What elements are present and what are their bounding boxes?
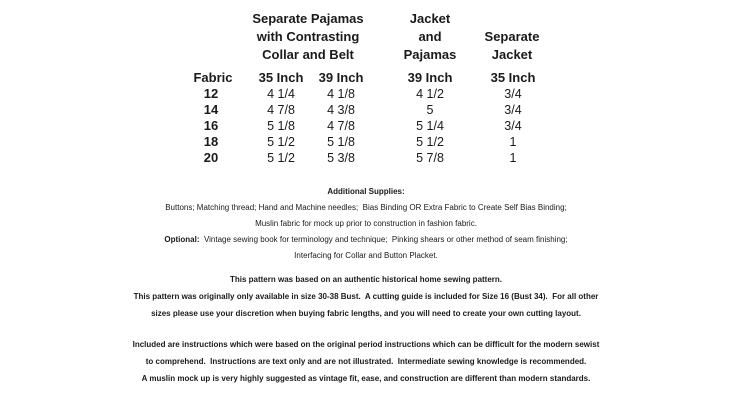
header-jacket-and-pajamas: Jacket and Pajamas — [403, 11, 457, 62]
table-cell: 4 1/4 — [267, 87, 295, 101]
col-header-2: 39 Inch — [318, 70, 364, 85]
size-label: 14 — [203, 102, 219, 117]
table-cell: 5 3/8 — [327, 151, 355, 165]
size-label: 12 — [203, 86, 219, 101]
note-line: This pattern was originally only available in size 30-38 Bust. A cutting guide is included for Size 16 (Bust 34). For all other — [133, 292, 599, 301]
size-label: 16 — [203, 118, 219, 133]
header-separate-jacket: Separate Jacket — [484, 29, 540, 62]
table-cell: 4 1/2 — [416, 87, 444, 101]
supplies-line: Interfacing for Collar and Button Placket. — [294, 251, 438, 260]
table-cell: 5 7/8 — [416, 151, 444, 165]
col-header-4: 35 Inch — [490, 70, 536, 85]
table-cell: 3/4 — [504, 87, 522, 101]
supplies-section — [0, 184, 732, 264]
optional-label: Optional: — [164, 235, 200, 244]
col-header-3: 39 Inch — [407, 70, 453, 85]
table-cell: 5 1/2 — [416, 135, 444, 149]
note-line: sizes please use your discretion when buying fabric lengths, and you will need to create your own cutting layout. — [151, 309, 581, 318]
size-label: 20 — [203, 150, 219, 165]
note-line: This pattern was based on an authentic historical home sewing pattern. — [229, 275, 503, 284]
header-separate-pajamas: Separate Pajamas with Contrasting Collar and Belt — [252, 11, 364, 62]
table-cell: 1 — [509, 135, 517, 149]
note-line: to comprehend. Instructions are text only and are not illustrated. Intermediate sewing knowledge is recommended. — [145, 357, 587, 366]
table-cell: 3/4 — [504, 103, 522, 117]
optional-text: Vintage sewing book for terminology and technique; Pinking shears or other method of seam finishing; — [199, 235, 568, 244]
notes-paragraph-1 — [0, 271, 732, 322]
table-cell: 4 3/8 — [327, 103, 355, 117]
supplies-title: Additional Supplies: — [327, 187, 405, 196]
size-label: 18 — [203, 134, 219, 149]
table-cell: 5 — [426, 103, 434, 117]
table-cell: 5 1/8 — [327, 135, 355, 149]
table-cell: 4 7/8 — [327, 119, 355, 133]
table-cell: 1 — [509, 151, 517, 165]
table-cell: 5 1/8 — [267, 119, 295, 133]
fabric-label: Fabric — [193, 70, 233, 85]
notes-paragraph-2 — [0, 336, 732, 387]
table-cell: 5 1/2 — [267, 135, 295, 149]
col-header-1: 35 Inch — [258, 70, 304, 85]
table-cell: 3/4 — [504, 119, 522, 133]
table-cell: 5 1/4 — [416, 119, 444, 133]
table-cell: 4 7/8 — [267, 103, 295, 117]
note-line: Included are instructions which were based on the original period instructions which can be difficult for the modern sewist — [132, 340, 600, 349]
supplies-optional-line — [0, 232, 732, 248]
supplies-line: Buttons; Matching thread; Hand and Machine needles; Bias Binding OR Extra Fabric to Create Self Bias Binding; — [165, 203, 567, 212]
table-cell: 4 1/8 — [327, 87, 355, 101]
note-line: A muslin mock up is very highly suggested as vintage fit, ease, and construction are different than modern standards. — [141, 374, 591, 383]
table-cell: 5 1/2 — [267, 151, 295, 165]
supplies-line: Muslin fabric for mock up prior to construction in fashion fabric. — [255, 219, 477, 228]
